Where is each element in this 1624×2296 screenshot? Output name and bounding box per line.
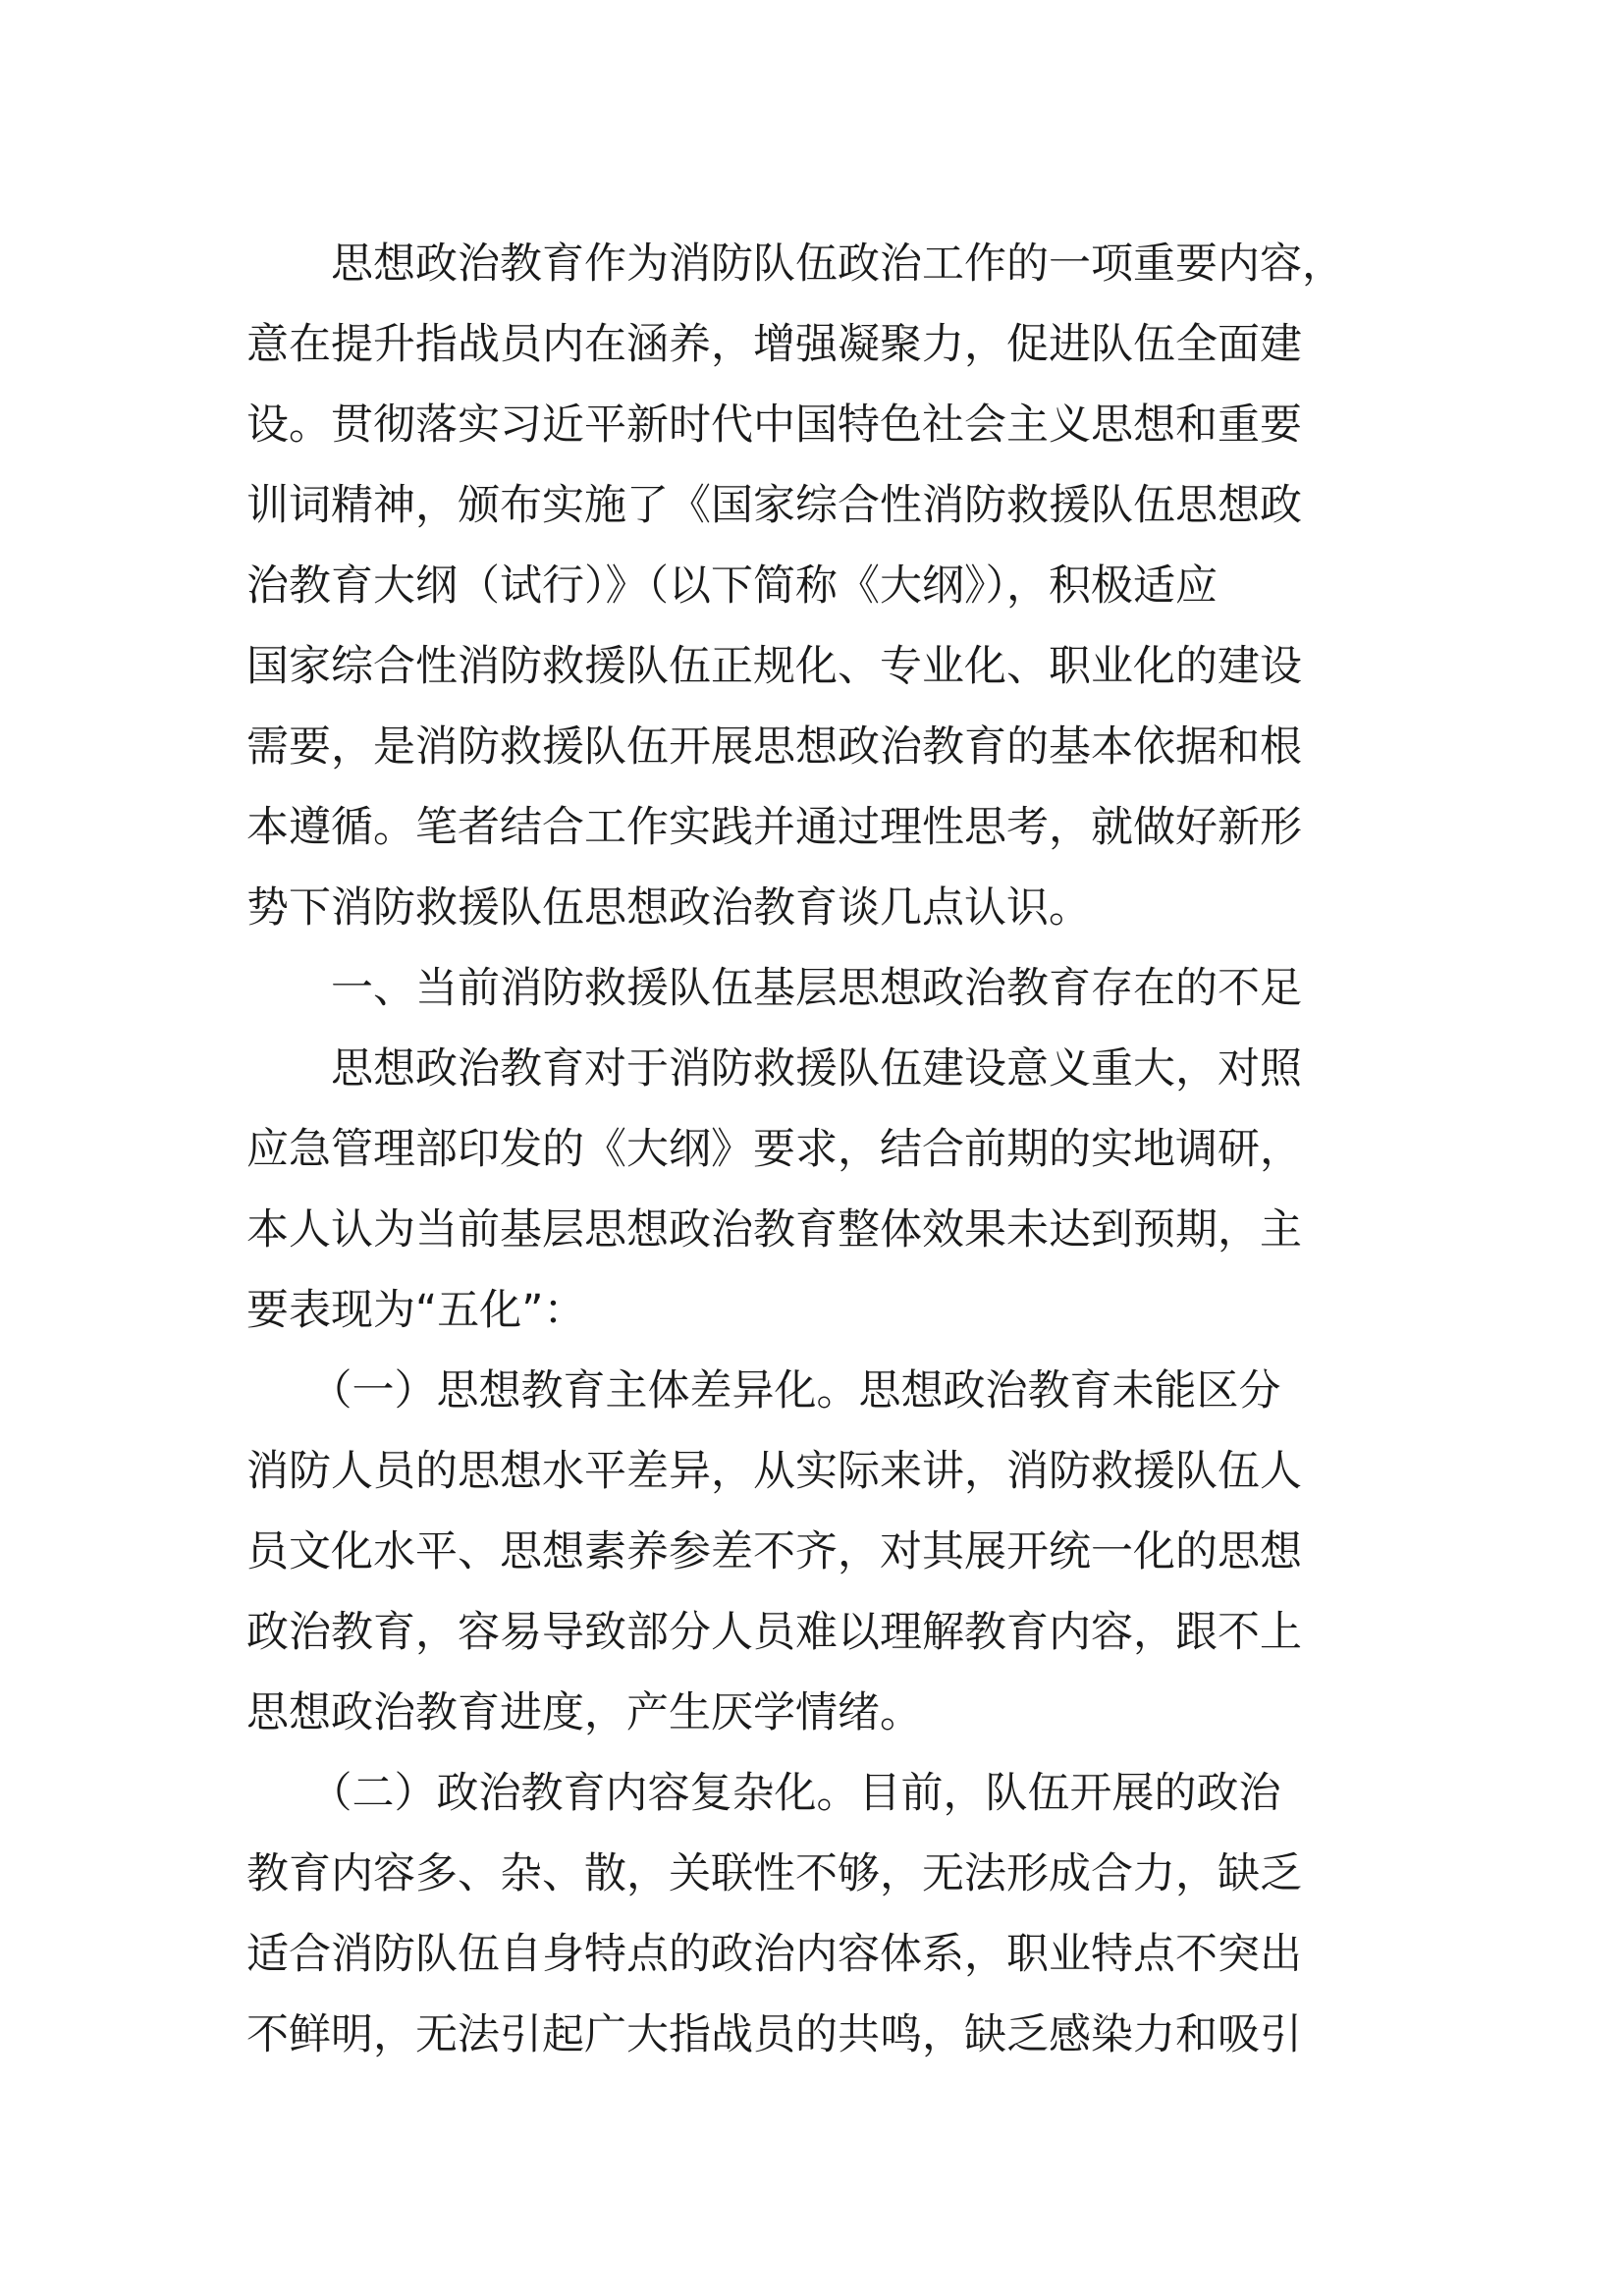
text-line: 要表现为“五化”： — [246, 1286, 586, 1335]
text-line: 国家综合性消防救援队伍正规化、专业化、职业化的建设 — [246, 642, 1302, 691]
text-line: 应急管理部印发的《大纲》要求，结合前期的实地调研， — [246, 1125, 1302, 1174]
text-line: 适合消防队伍自身特点的政治内容体系，职业特点不突出 — [246, 1930, 1302, 1979]
paragraph-point-1 — [246, 1351, 1385, 1753]
text-line: 意在提升指战员内在涵养，增强凝聚力，促进队伍全面建 — [246, 320, 1302, 369]
text-line: 思想政治教育进度，产生厌学情绪。 — [246, 1688, 922, 1737]
text-line: 需要，是消防救援队伍开展思想政治教育的基本依据和根 — [246, 722, 1302, 772]
text-line: 不鲜明，无法引起广大指战员的共鸣，缺乏感染力和吸引 — [246, 2010, 1302, 2059]
text-line: 本人认为当前基层思想政治教育整体效果未达到预期，主 — [246, 1205, 1302, 1255]
text-line: （二）政治教育内容复杂化。目前，队伍开展的政治 — [246, 1769, 1281, 1818]
text-line: 治教育大纲（试行）》（以下简称《大纲》），积极适应 — [246, 561, 1218, 611]
document-body — [246, 224, 1385, 2075]
paragraph-intro — [246, 224, 1385, 948]
heading-line: 一、当前消防救援队伍基层思想政治教育存在的不足 — [246, 964, 1302, 1013]
text-line: 训词精神，颁布实施了《国家综合性消防救援队伍思想政 — [246, 481, 1302, 530]
text-line: 本遵循。笔者结合工作实践并通过理性思考，就做好新形 — [246, 803, 1302, 852]
text-line: 教育内容多、杂、散，关联性不够，无法形成合力，缺乏 — [246, 1849, 1302, 1898]
text-line: 思想政治教育作为消防队伍政治工作的一项重要内容， — [246, 240, 1344, 289]
text-line: 消防人员的思想水平差异，从实际来讲，消防救援队伍人 — [246, 1447, 1302, 1496]
section-heading — [246, 948, 1385, 1029]
text-line: 思想政治教育对于消防救援队伍建设意义重大，对照 — [246, 1044, 1302, 1094]
paragraph-point-2 — [246, 1753, 1385, 2075]
text-line: 设。贯彻落实习近平新时代中国特色社会主义思想和重要 — [246, 400, 1302, 450]
text-line: （一）思想教育主体差异化。思想政治教育未能区分 — [246, 1366, 1281, 1415]
text-line: 政治教育，容易导致部分人员难以理解教育内容，跟不上 — [246, 1608, 1302, 1657]
paragraph-overview — [246, 1029, 1385, 1351]
text-line: 员文化水平、思想素养参差不齐，对其展开统一化的思想 — [246, 1527, 1302, 1576]
text-line: 势下消防救援队伍思想政治教育谈几点认识。 — [246, 883, 1091, 933]
